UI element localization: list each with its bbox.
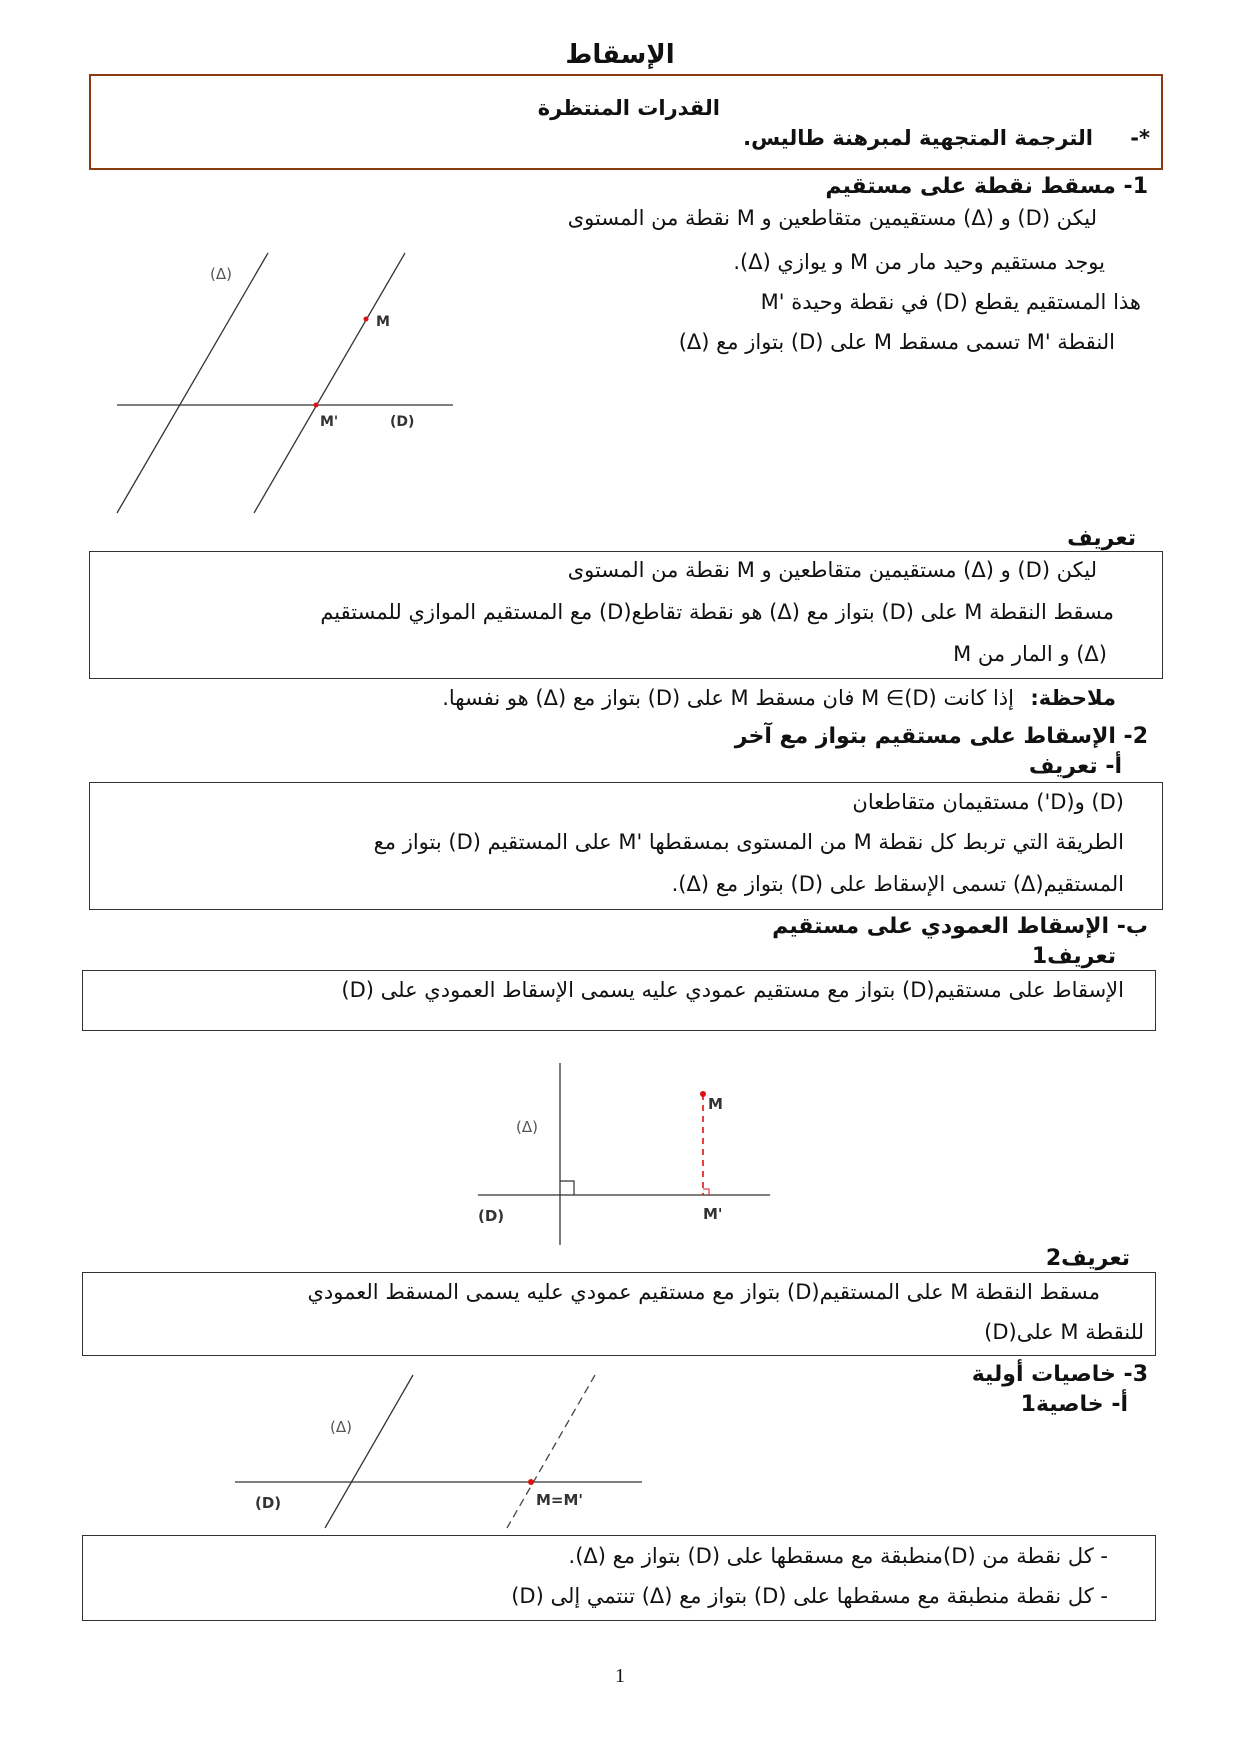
section2-heading: 2- الإسقاط على مستقيم بتواز مع آخر [734,724,1148,749]
page-number: 1 [615,1665,625,1687]
label-d: (D) [478,1207,505,1225]
definition-heading: تعريف [1067,526,1136,551]
property1-line-2: - كل نقطة منطبقة مع مسقطها على (D) بتواز مع (Δ) تنتمي إلى (D) [511,1584,1108,1608]
definition-line-3: (Δ) و المار من M [953,642,1107,666]
figure-property1 [230,1370,650,1530]
section1-paragraph-3: هذا المستقيم يقطع (D) في نقطة وحيدة 'M [760,290,1141,314]
definition-line-2: مسقط النقطة M على (D) بتواز مع (Δ) هو نقطة تقاطع(D) مع المستقيم الموازي للمستقيم [320,600,1114,624]
label-delta: (Δ) [210,265,232,283]
property1-line-1: - كل نقطة من (D)منطبقة مع مسقطها على (D) بتواز مع (Δ). [568,1544,1108,1568]
section2b-heading: ب- الإسقاط العمودي على مستقيم [772,914,1148,939]
label-delta: (Δ) [516,1118,538,1136]
definition-line-1: ليكن (D) و (Δ) مستقيمين متقاطعين و M نقطة من المستوى [567,558,1097,582]
definition2-line-2: للنقطة M على(D) [984,1320,1144,1344]
objectives-heading: القدرات المنتظرة [537,96,720,120]
section1-paragraph-1: ليكن (D) و (Δ) مستقيمين متقاطعين و M نقطة من المستوى [567,206,1097,230]
right-angle-mark [560,1181,574,1195]
point-m [700,1091,706,1097]
parallel-through-m [254,253,405,513]
label-m: M [376,314,390,330]
line-delta [325,1375,413,1528]
right-angle-mark-red [703,1189,709,1195]
label-delta: (Δ) [330,1418,352,1436]
objectives-box [89,74,1163,170]
objectives-bullet: *- [1130,126,1150,150]
section3-heading: 3- خاصيات أولية [971,1362,1148,1387]
property1-heading: أ- خاصية1 [1020,1392,1128,1417]
figure-orthogonal-projection [470,1055,780,1250]
section2a-line-3: المستقيم(Δ) تسمى الإسقاط على (D) بتواز مع (Δ). [671,872,1124,896]
point-m [528,1479,534,1485]
label-m-equals-m-prime: M=M' [536,1491,584,1509]
section2a-line-1: (D) و(D') مستقيمان متقاطعان [852,790,1124,814]
label-m-prime: M' [703,1205,723,1223]
section1-paragraph-4: النقطة 'M تسمى مسقط M على (D) بتواز مع (Δ) [678,330,1115,354]
section1-heading: 1- مسقط نقطة على مستقيم [825,174,1148,199]
label-d: (D) [255,1494,282,1512]
definition1-text: الإسقاط على مستقيم(D) بتواز مع مستقيم عمودي عليه يسمى الإسقاط العمودي على (D) [341,978,1124,1002]
point-m [364,317,369,322]
section1-paragraph-2: يوجد مستقيم وحيد مار من M و يوازي (Δ). [733,250,1105,274]
definition2-line-1: مسقط النقطة M على المستقيم(D) بتواز مع مستقيم عمودي عليه يسمى المسقط العمودي [307,1280,1100,1304]
note-text: إذا كانت M ∈(D) فان مسقط M على (D) بتواز مع (Δ) هو نفسها. [442,686,1014,710]
definition2-heading: تعريف2 [1045,1246,1130,1271]
label-m-prime: M' [320,414,339,430]
section2a-line-2: الطريقة التي تربط كل نقطة M من المستوى بمسقطها 'M على المستقيم (D) بتواز مع [373,830,1124,854]
label-m: M [708,1095,723,1113]
label-d: (D) [390,414,415,430]
point-m-prime [314,403,319,408]
line-delta [117,253,268,513]
objectives-item: الترجمة المتجهية لمبرهنة طاليس. [743,126,1093,150]
section2a-heading: أ- تعريف [1028,754,1122,779]
page-title: الإسقاط [565,40,675,70]
note-label: ملاحظة: [1030,686,1116,710]
figure-oblique-projection [100,245,470,520]
definition1-heading: تعريف1 [1031,944,1116,969]
